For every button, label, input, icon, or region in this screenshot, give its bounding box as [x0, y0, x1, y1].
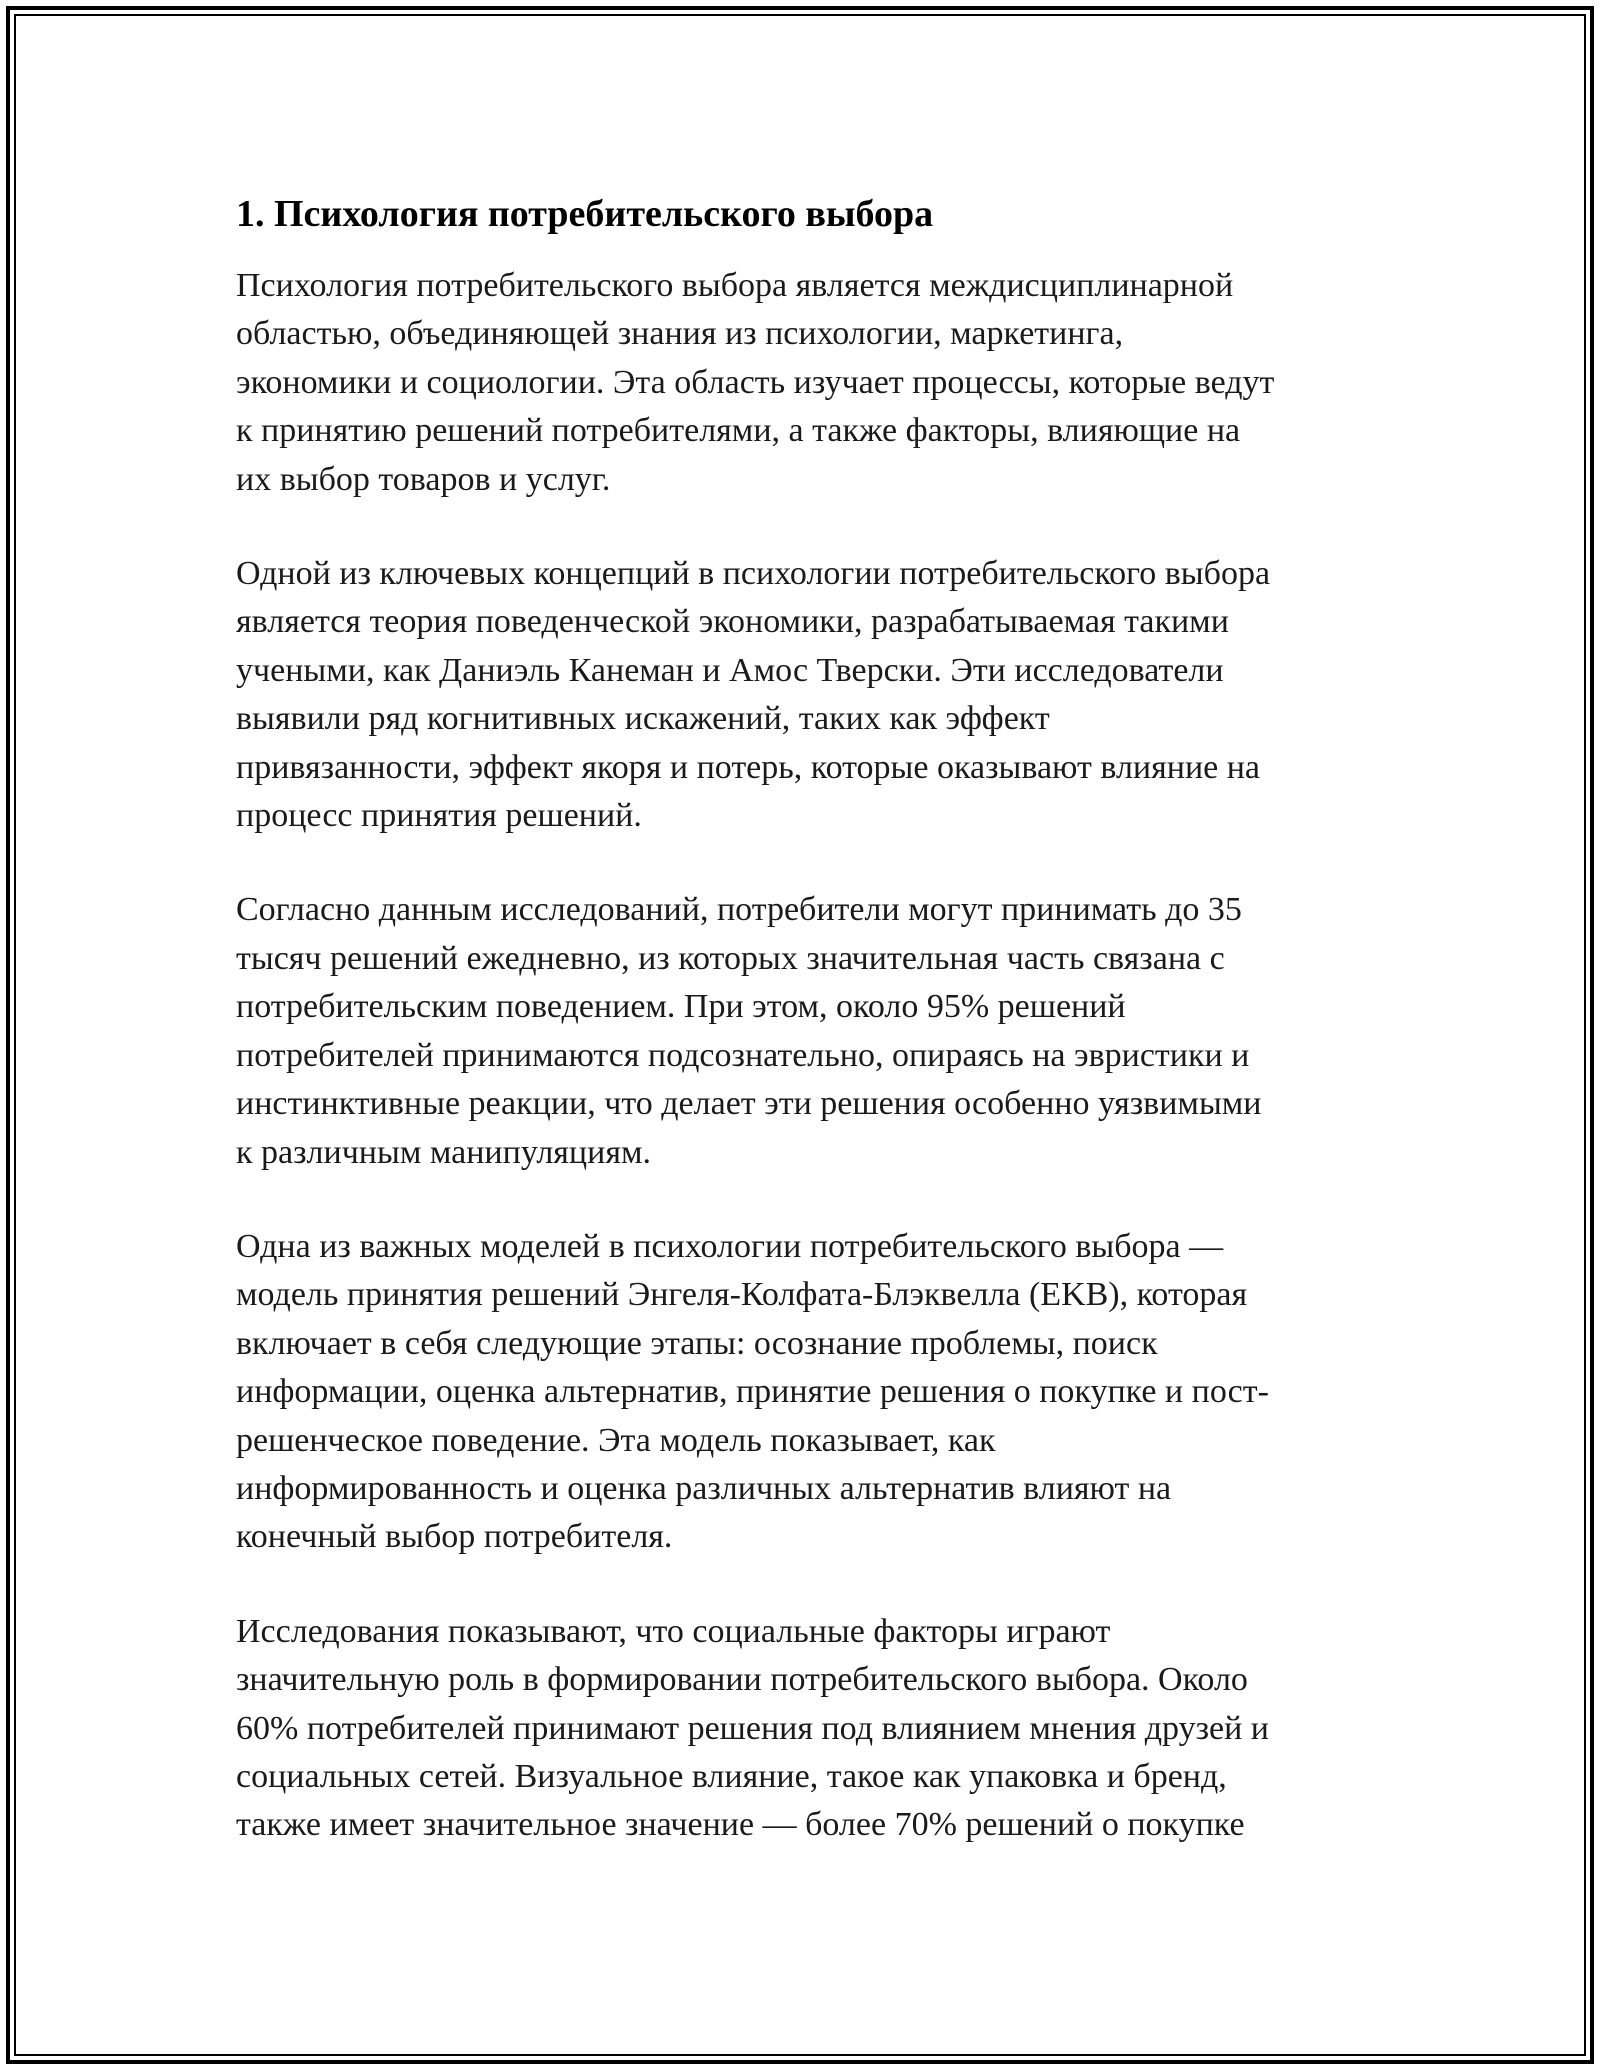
text-line: Одна из важных моделей в психологии потребительского выбора —: [236, 1227, 1224, 1265]
text-line: их выбор товаров и услуг.: [236, 460, 611, 498]
paragraph: [236, 550, 1396, 840]
text-line: процесс принятия решений.: [236, 797, 642, 835]
text-line: конечный выбор потребителя.: [236, 1518, 673, 1556]
text-line: экономики и социологии. Эта область изучает процессы, которые ведут: [236, 363, 1275, 401]
text-line: тысяч решений ежедневно, из которых значительная часть связана с: [236, 939, 1225, 977]
text-line: модель принятия решений Энгеля-Колфата-Блэквелла (EKB), которая: [236, 1276, 1248, 1314]
section-heading: 1. Психология потребительского выбора: [236, 193, 934, 235]
paragraph: [236, 1608, 1396, 1850]
text-line: привязанности, эффект якоря и потерь, которые оказывают влияние на: [236, 748, 1261, 786]
text-line: Одной из ключевых концепций в психологии потребительского выбора: [236, 555, 1271, 593]
document-page: [236, 188, 1396, 1850]
paragraph: [236, 886, 1396, 1176]
paragraph: [236, 1223, 1396, 1562]
text-line: информированность и оценка различных альтернатив влияют на: [236, 1469, 1172, 1507]
text-line: Психология потребительского выбора является междисциплинарной: [236, 267, 1234, 304]
text-line: потребителей принимаются подсознательно, опираясь на эвристики и: [236, 1036, 1250, 1074]
paragraph: [236, 262, 1396, 504]
text-line: социальных сетей. Визуальное влияние, такое как упаковка и бренд,: [236, 1757, 1227, 1795]
text-line: решенческое поведение. Эта модель показывает, как: [236, 1421, 996, 1459]
text-line: к принятию решений потребителями, а также факторы, влияющие на: [236, 412, 1241, 450]
text-line: 60% потребителей принимают решения под влиянием мнения друзей и: [236, 1709, 1269, 1747]
text-line: выявили ряд когнитивных искажений, таких как эффект: [236, 700, 1050, 738]
text-line: информации, оценка альтернатив, принятие решения о покупке и пост-: [236, 1373, 1269, 1411]
text-line: к различным манипуляциям.: [236, 1133, 651, 1171]
text-line: Исследования показывают, что социальные факторы играют: [236, 1612, 1111, 1650]
text-line: является теория поведенческой экономики, разрабатываемая такими: [236, 603, 1229, 641]
text-line: потребительским поведением. При этом, около 95% решений: [236, 988, 1126, 1026]
text-line: инстинктивные реакции, что делает эти решения особенно уязвимыми: [236, 1085, 1262, 1123]
text-line: учеными, как Даниэль Канеман и Амос Тверски. Эти исследователи: [236, 651, 1224, 689]
text-line: также имеет значительное значение — более 70% решений о покупке: [236, 1806, 1245, 1844]
text-line: значительную роль в формировании потребительского выбора. Около: [236, 1661, 1248, 1699]
text-line: включает в себя следующие этапы: осознание проблемы, поиск: [236, 1324, 1158, 1362]
text-line: Согласно данным исследований, потребители могут принимать до 35: [236, 891, 1242, 929]
text-line: областью, объединяющей знания из психологии, маркетинга,: [236, 315, 1124, 353]
